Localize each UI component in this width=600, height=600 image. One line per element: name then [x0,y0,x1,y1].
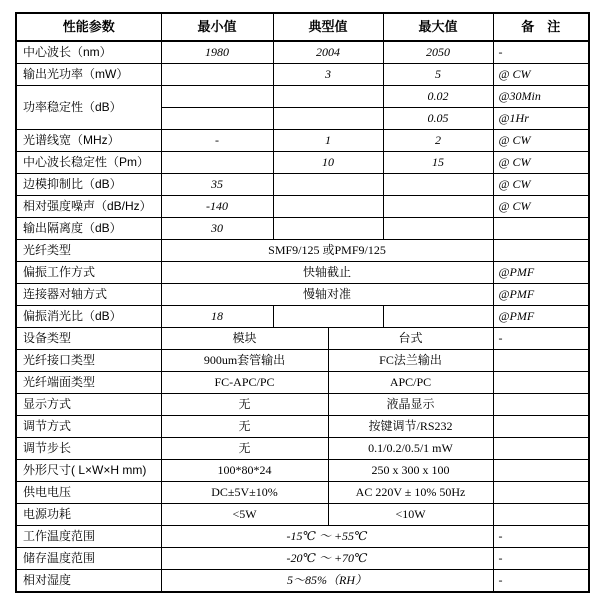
desktop-cell: 液晶显示 [328,394,493,416]
table-row [16,394,589,416]
table-row [16,64,589,86]
param-cell: 调节步长 [16,438,161,460]
min-cell: 1980 [161,41,273,64]
table-row [16,372,589,394]
param-cell: 功率稳定性（dB） [16,86,161,130]
typical-cell: 1 [273,130,383,152]
typical-cell [273,218,383,240]
table-row [16,438,589,460]
table-row [16,526,589,548]
note-cell: @ CW [493,64,589,86]
header-typical: 典型值 [273,13,383,41]
module-cell: 无 [161,416,328,438]
table-row [16,196,589,218]
table-row [16,240,589,262]
param-cell: 调节方式 [16,416,161,438]
module-cell: <5W [161,504,328,526]
min-cell [161,152,273,174]
table-row [16,86,589,108]
spec-table [15,12,590,593]
max-cell [383,174,493,196]
param-cell: 光纤类型 [16,240,161,262]
note-cell: @PMF [493,306,589,328]
param-cell: 输出隔离度（dB） [16,218,161,240]
table-row [16,350,589,372]
table-row [16,218,589,240]
note-cell [493,394,589,416]
header-min: 最小值 [161,13,273,41]
desktop-cell: 0.1/0.2/0.5/1 mW [328,438,493,460]
note-cell [493,482,589,504]
typical-cell: 3 [273,64,383,86]
max-cell: 2 [383,130,493,152]
desktop-cell: AC 220V ± 10% 50Hz [328,482,493,504]
typical-cell [273,196,383,218]
desktop-cell: FC法兰输出 [328,350,493,372]
min-cell [161,108,273,130]
param-cell: 显示方式 [16,394,161,416]
value-cell: -15℃ ～ +55℃ [161,526,493,548]
typical-cell [273,108,383,130]
table-row [16,482,589,504]
note-cell [493,504,589,526]
note-cell: - [493,570,589,593]
module-cell: 模块 [161,328,328,350]
note-cell [493,460,589,482]
module-cell: 100*80*24 [161,460,328,482]
note-cell: @ CW [493,152,589,174]
min-cell: -140 [161,196,273,218]
table-row [16,328,589,350]
table-row [16,262,589,284]
value-cell: 5～85%（RH） [161,570,493,593]
value-cell: -20℃ ～ +70℃ [161,548,493,570]
module-cell: DC±5V±10% [161,482,328,504]
note-cell [493,350,589,372]
max-cell [383,218,493,240]
table-row [16,504,589,526]
table-row [16,41,589,64]
note-cell: @1Hr [493,108,589,130]
param-cell: 相对湿度 [16,570,161,593]
param-cell: 储存温度范围 [16,548,161,570]
min-cell: 18 [161,306,273,328]
desktop-cell: 台式 [328,328,493,350]
typical-cell [273,174,383,196]
param-cell: 中心波长稳定性（Pm） [16,152,161,174]
param-cell: 相对强度噪声（dB/Hz） [16,196,161,218]
note-cell: @ CW [493,174,589,196]
param-cell: 供电电压 [16,482,161,504]
desktop-cell: APC/PC [328,372,493,394]
module-cell: 900um套管输出 [161,350,328,372]
param-cell: 设备类型 [16,328,161,350]
max-cell: 0.02 [383,86,493,108]
param-cell: 光纤端面类型 [16,372,161,394]
table-row [16,174,589,196]
max-cell [383,196,493,218]
min-cell: - [161,130,273,152]
param-cell: 输出光功率（mW） [16,64,161,86]
min-cell [161,64,273,86]
note-cell: - [493,41,589,64]
note-cell: @PMF [493,284,589,306]
param-cell: 电源功耗 [16,504,161,526]
value-cell: 慢轴对准 [161,284,493,306]
max-cell: 0.05 [383,108,493,130]
typical-cell [273,86,383,108]
note-cell [493,416,589,438]
param-cell: 边模抑制比（dB） [16,174,161,196]
note-cell [493,240,589,262]
typical-cell: 10 [273,152,383,174]
max-cell [383,306,493,328]
param-cell: 外形尺寸( L×W×H mm) [16,460,161,482]
desktop-cell: 250 x 300 x 100 [328,460,493,482]
note-cell: @30Min [493,86,589,108]
note-cell: - [493,526,589,548]
table-row [16,152,589,174]
table-row [16,284,589,306]
note-cell [493,218,589,240]
note-cell [493,438,589,460]
note-cell: @ CW [493,130,589,152]
note-cell: - [493,328,589,350]
param-cell: 中心波长（nm） [16,41,161,64]
min-cell [161,86,273,108]
header-note: 备 注 [493,13,589,41]
header-max: 最大值 [383,13,493,41]
table-header-row [16,13,589,41]
max-cell: 2050 [383,41,493,64]
desktop-cell: <10W [328,504,493,526]
module-cell: FC-APC/PC [161,372,328,394]
table-row [16,548,589,570]
param-cell: 光纤接口类型 [16,350,161,372]
max-cell: 5 [383,64,493,86]
value-cell: 快轴截止 [161,262,493,284]
note-cell: @PMF [493,262,589,284]
module-cell: 无 [161,394,328,416]
param-cell: 偏振消光比（dB） [16,306,161,328]
min-cell: 30 [161,218,273,240]
desktop-cell: 按键调节/RS232 [328,416,493,438]
table-row [16,570,589,593]
table-row [16,306,589,328]
param-cell: 连接器对轴方式 [16,284,161,306]
typical-cell: 2004 [273,41,383,64]
note-cell [493,372,589,394]
note-cell: - [493,548,589,570]
min-cell: 35 [161,174,273,196]
header-param: 性能参数 [16,13,161,41]
table-row [16,416,589,438]
typical-cell [273,306,383,328]
param-cell: 工作温度范围 [16,526,161,548]
param-cell: 光谱线宽（MHz） [16,130,161,152]
param-cell: 偏振工作方式 [16,262,161,284]
note-cell: @ CW [493,196,589,218]
table-row [16,130,589,152]
value-cell: SMF9/125 或PMF9/125 [161,240,493,262]
module-cell: 无 [161,438,328,460]
max-cell: 15 [383,152,493,174]
table-row [16,460,589,482]
